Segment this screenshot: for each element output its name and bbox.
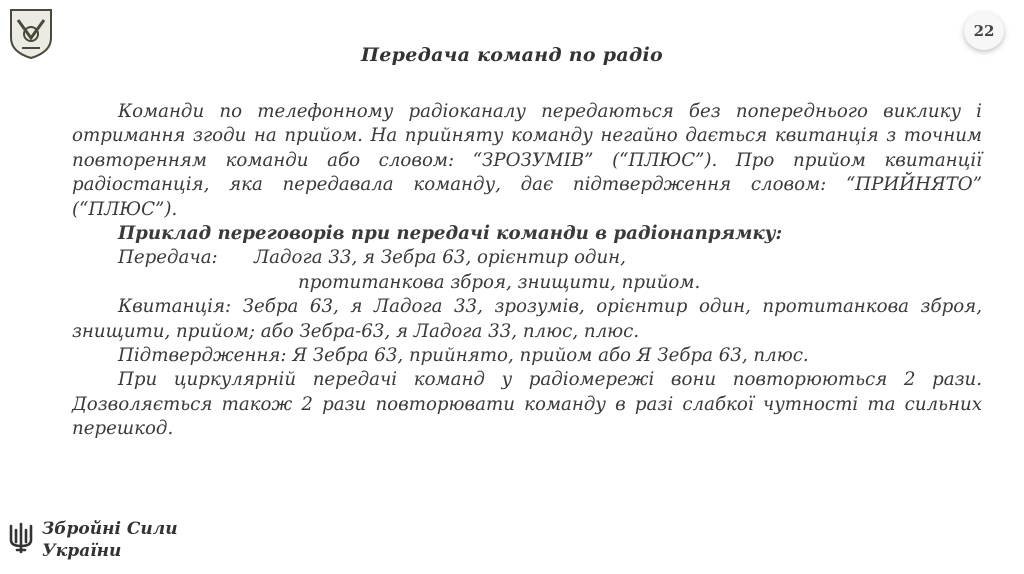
- transmit-line: [72, 246, 982, 270]
- transmit-text-1: Ладога 33, я Зебра 63, орієнтир один,: [254, 247, 626, 269]
- trident-icon: [8, 522, 34, 558]
- receipt-paragraph: Квитанція: Зебра 63, я Ладога 33, зрозумів, орієнтир один, протитанкова зброя, знищити, прийом; або Зебра-63, я Ладога 33, плюс, плюс.: [72, 296, 982, 342]
- circular-paragraph: При циркулярній передачі команд у радіомережі вони повторюються 2 рази. Дозволяється також 2 рази повторювати команду в разі слабкої чутності та сильних перешкод.: [72, 369, 982, 440]
- transmit-label: Передача:: [118, 247, 218, 269]
- page-number: 22: [964, 12, 1004, 50]
- intro-paragraph: Команди по телефонному радіоканалу передаються без попереднього виклику і отримання згоди на прийом. На прийняту команду негайно дається квитанція з точним повторенням команди або словом: “ЗРОЗУМІВ” (“ПЛЮС”). Про прийом квитанції радіостанція, яка передавала команду, дає підтвердження словом: “ПРИЙНЯТО” (“ПЛЮС”).: [72, 101, 982, 220]
- footer-line-2: України: [42, 541, 122, 561]
- slide-body: [72, 100, 982, 442]
- confirmation-paragraph: Підтвердження: Я Зебра 63, прийнято, прийом або Я Зебра 63, плюс.: [118, 345, 809, 367]
- example-heading: Приклад переговорів при передачі команди в радіонапрямку:: [118, 223, 783, 245]
- slide-title: Передача команд по радіо: [360, 44, 664, 66]
- footer: [8, 518, 178, 562]
- footer-title: [42, 518, 178, 562]
- transmit-line-2: протитанкова зброя, знищити, прийом.: [298, 271, 701, 293]
- footer-line-1: Збройні Сили: [42, 519, 178, 539]
